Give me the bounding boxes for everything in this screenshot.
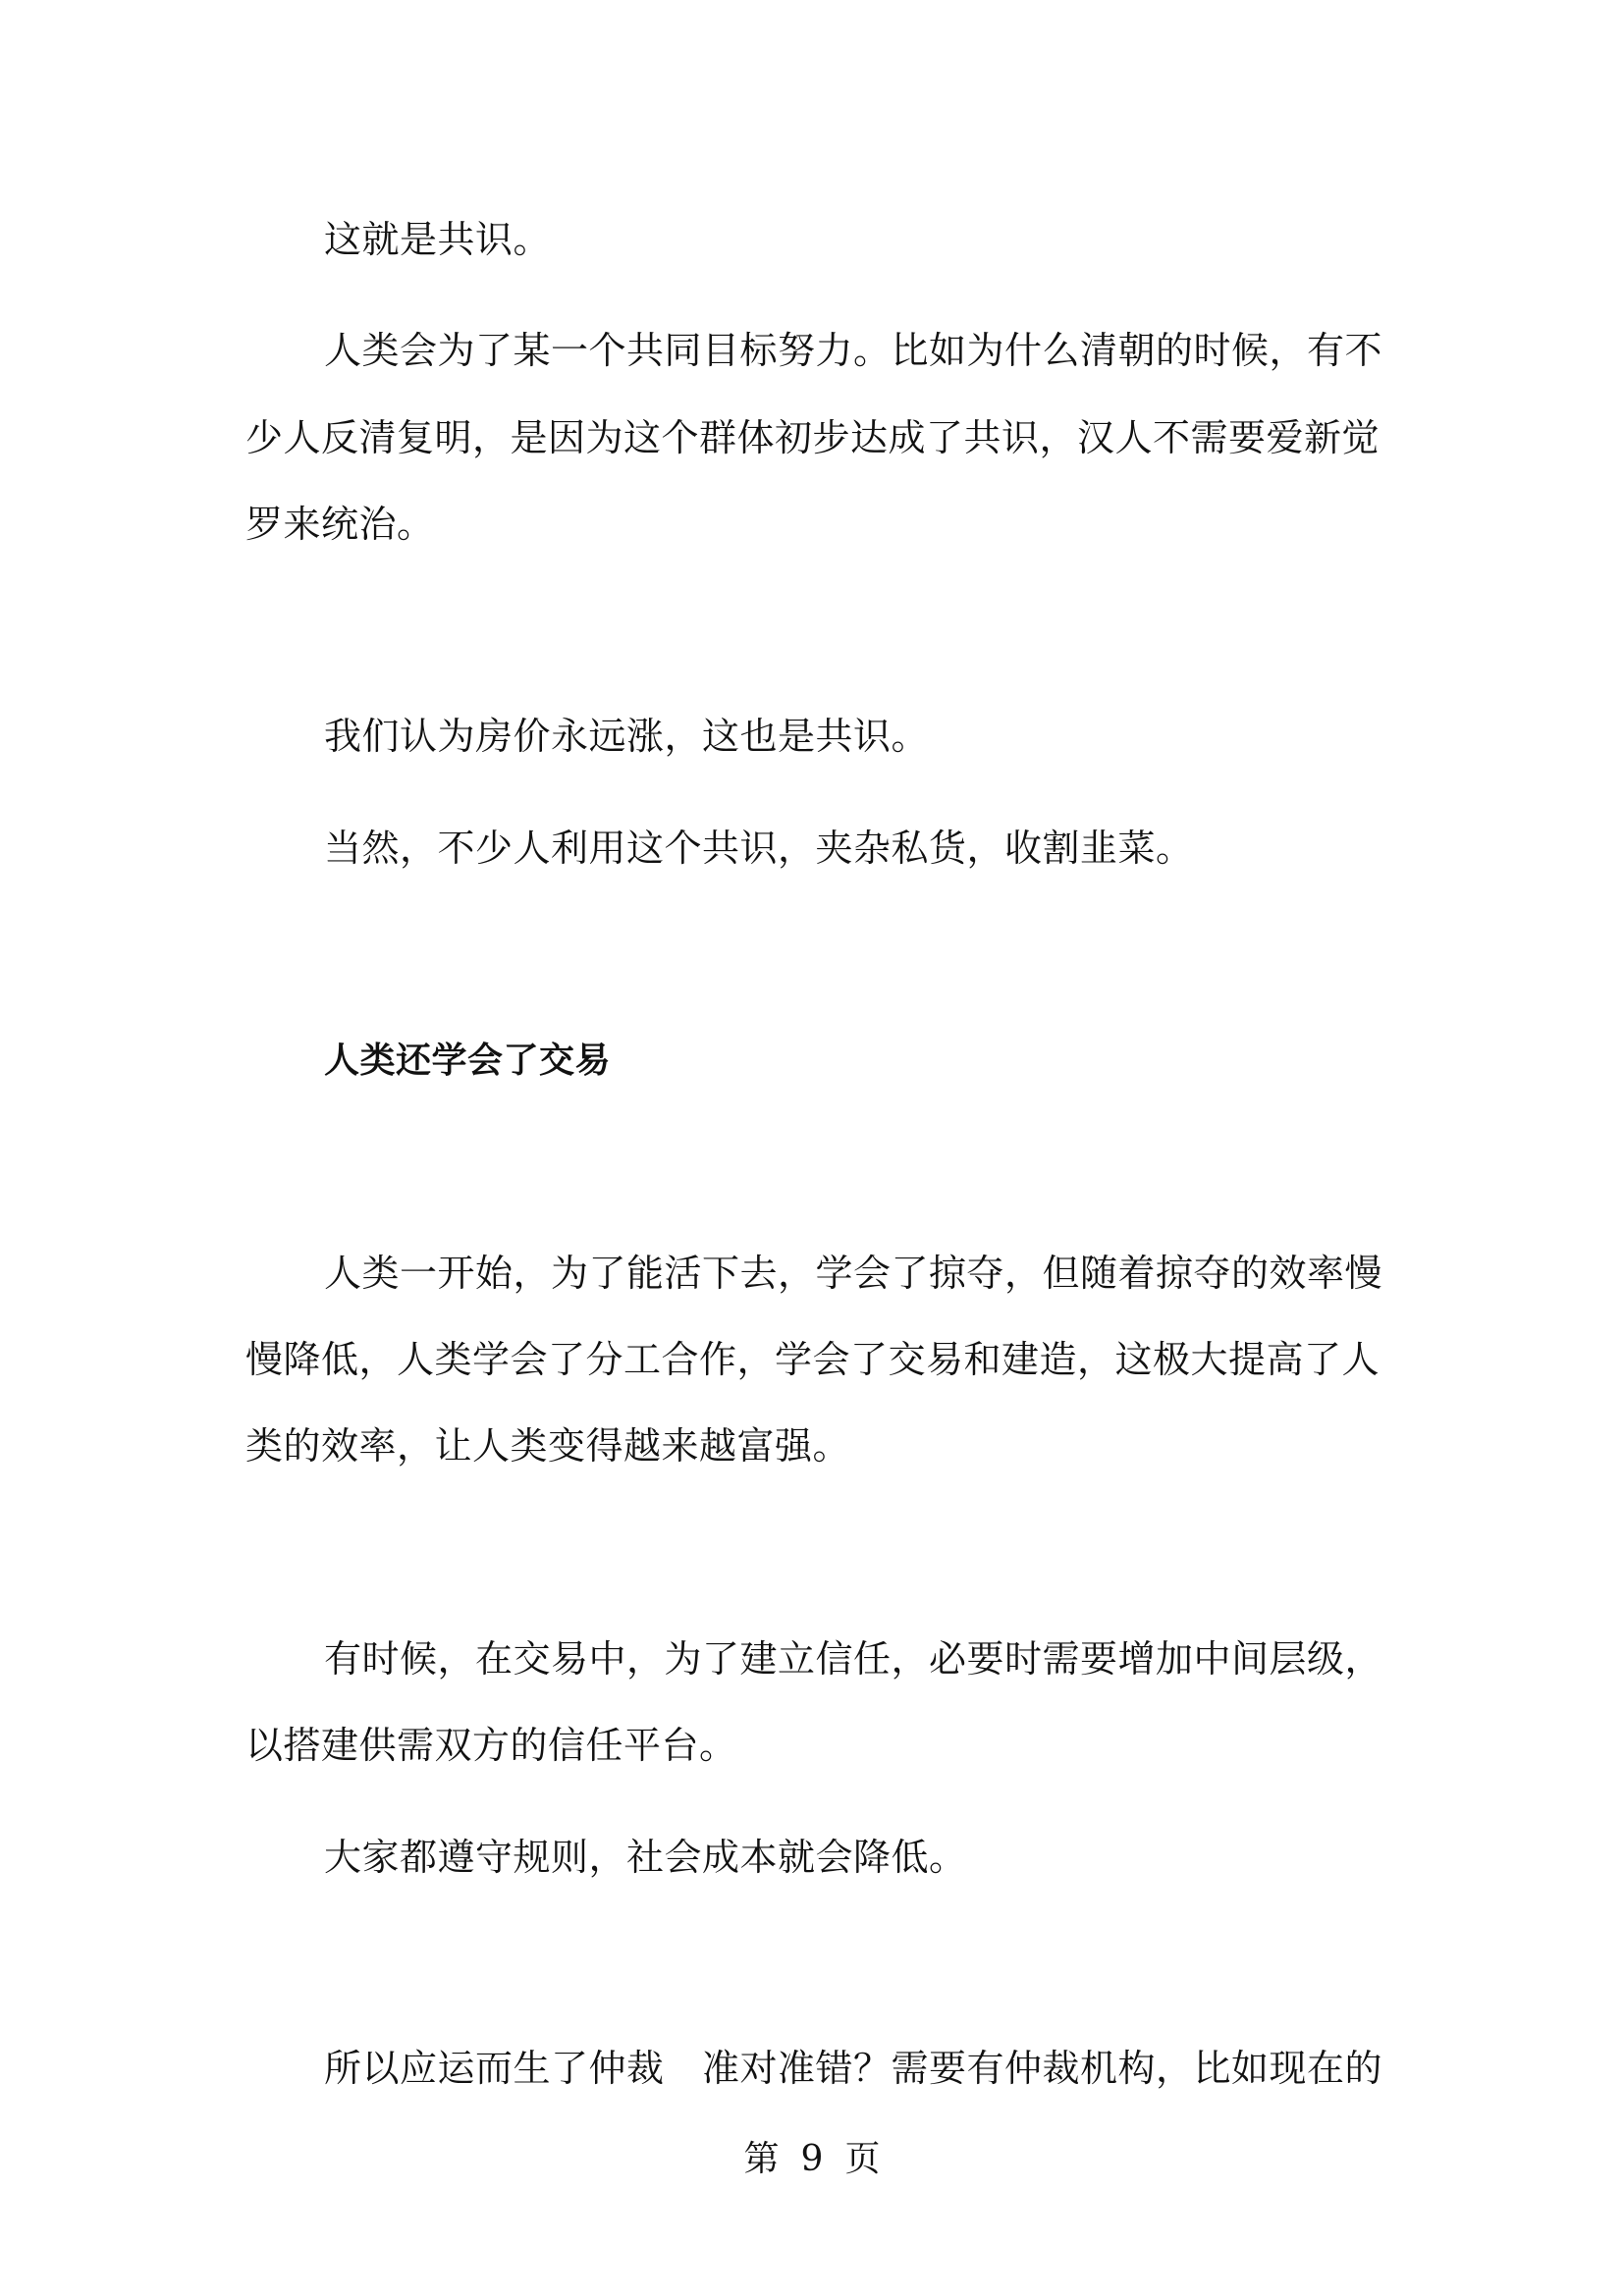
footer-prefix: 第 (743, 2139, 780, 2179)
paragraph-line: 大家都遵守规则，社会成本就会降低。 (324, 1836, 967, 1879)
paragraph-line: 有时候，在交易中，为了建立信任，必要时需要增加中间层级， (324, 1637, 1383, 1681)
paragraph-line: 类的效率，让人类变得越来越富强。 (245, 1424, 851, 1468)
paragraph-line: 当然，不少人利用这个共识，夹杂私货，收割韭菜。 (324, 827, 1194, 870)
page-footer (0, 2138, 1624, 2181)
paragraph-line: 慢降低，人类学会了分工合作，学会了交易和建造，这极大提高了人 (245, 1338, 1380, 1381)
paragraph-line: 少人反清复明，是因为这个群体初步达成了共识，汉人不需要爱新觉 (245, 416, 1380, 459)
footer-suffix: 页 (844, 2139, 881, 2179)
paragraph-line: 我们认为房价永远涨，这也是共识。 (324, 715, 930, 758)
page-number: 9 (800, 2139, 824, 2179)
paragraph-line: 人类会为了某一个共同目标努力。比如为什么清朝的时候，有不 (324, 329, 1383, 372)
section-heading: 人类还学会了交易 (324, 1041, 612, 1081)
paragraph-line: 所以应运而生了仲裁 准对准错？需要有仲裁机构，比如现在的 (324, 2047, 1383, 2090)
paragraph-line: 这就是共识。 (324, 218, 552, 261)
paragraph-line: 人类一开始，为了能活下去，学会了掠夺，但随着掠夺的效率慢 (324, 1252, 1383, 1295)
paragraph-line: 罗来统治。 (245, 503, 435, 546)
paragraph-line: 以搭建供需双方的信任平台。 (245, 1724, 737, 1767)
